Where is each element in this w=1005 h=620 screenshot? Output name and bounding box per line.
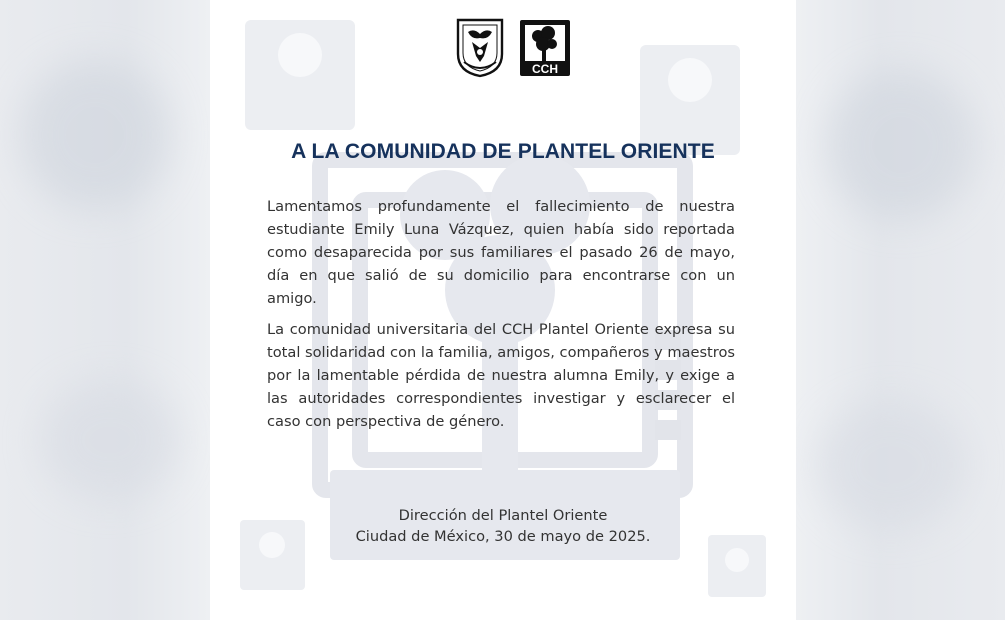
statement-body: [267, 195, 735, 441]
paragraph-solidarity: La comunidad universitaria del CCH Plantel Oriente expresa su total solidaridad con la familia, amigos, compañeros y maestros por la lamentable pérdida de nuestra alumna Emily, y exige a las autoridades correspondientes investigar y esclarecer el caso con perspectiva de género.: [267, 321, 735, 430]
paragraph-condolence: Lamentamos profundamente el fallecimiento de nuestra estudiante Emily Luna Vázquez, quien había sido reportada como desaparecida por sus familiares el pasado 26 de mayo, día en que salió de su domicilio para encontrarse con un amigo.: [267, 198, 735, 307]
signature-block: [210, 505, 796, 547]
signature-office: Dirección del Plantel Oriente: [398, 507, 608, 524]
statement-title: A LA COMUNIDAD DE PLANTEL ORIENTE: [291, 140, 715, 163]
statement-document: [210, 0, 796, 620]
signature-date: Ciudad de México, 30 de mayo de 2025.: [355, 528, 651, 545]
cch-logo-text: CCH: [532, 62, 558, 76]
background-right: [796, 0, 1005, 620]
header-logos: [210, 14, 796, 80]
background-left: [0, 0, 210, 620]
cch-logo-icon: [518, 18, 572, 78]
unam-seal-icon: [454, 16, 506, 78]
